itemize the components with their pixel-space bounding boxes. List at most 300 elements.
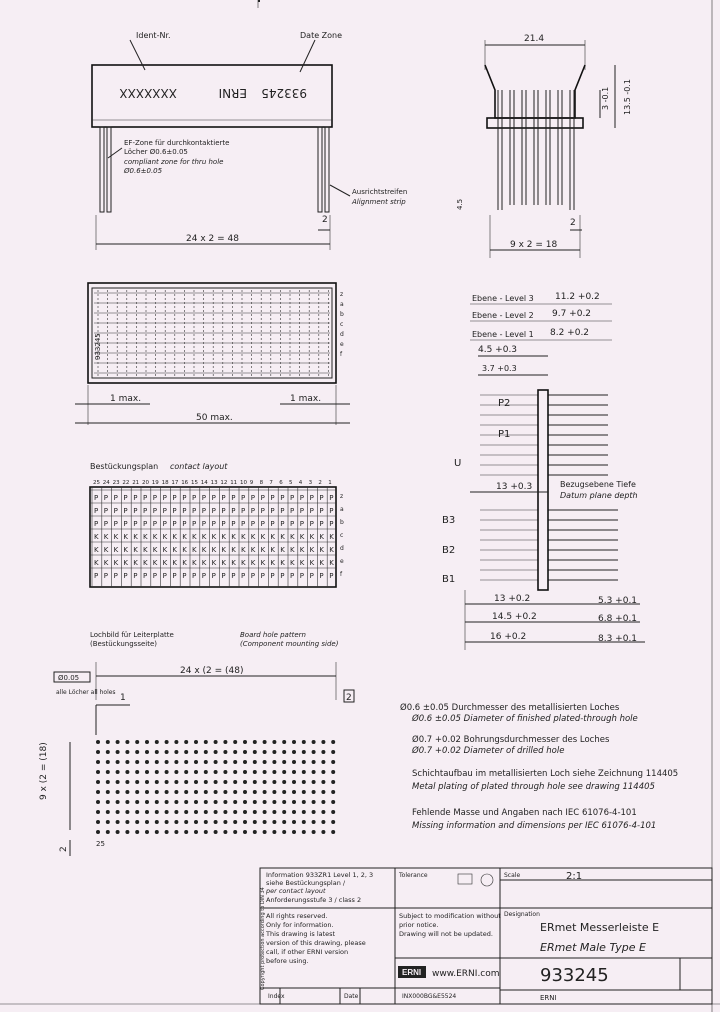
layout-cell: K bbox=[299, 546, 305, 554]
board-hole bbox=[106, 750, 110, 754]
board-hole bbox=[292, 800, 296, 804]
layout-column-label: 19 bbox=[151, 480, 159, 486]
board-hole bbox=[125, 830, 129, 834]
layout-column-label: 3 bbox=[308, 480, 313, 486]
board-hole bbox=[282, 820, 286, 824]
layout-column-label: 8 bbox=[259, 480, 264, 486]
note-2-de: Ø0.7 +0.02 Bohrungsdurchmesser des Loches bbox=[412, 735, 610, 745]
hole-title-en: Board hole pattern bbox=[240, 631, 306, 639]
layout-cell: P bbox=[113, 507, 118, 515]
board-hole bbox=[233, 810, 237, 814]
board-hole bbox=[165, 740, 169, 744]
dim-l3: 11.2 +0.2 bbox=[555, 292, 600, 302]
dim-height: 13.5 -0.1 bbox=[623, 79, 632, 115]
board-hole bbox=[194, 800, 198, 804]
board-hole bbox=[106, 810, 110, 814]
ef-zone-de: EF-Zone für durchkontaktierte bbox=[124, 139, 230, 147]
board-hole bbox=[272, 780, 276, 784]
side-level-view bbox=[442, 292, 645, 650]
board-hole bbox=[253, 790, 257, 794]
board-hole bbox=[233, 760, 237, 764]
board-hole bbox=[96, 800, 100, 804]
board-hole bbox=[204, 790, 208, 794]
board-hole bbox=[135, 740, 139, 744]
board-hole bbox=[106, 760, 110, 764]
board-hole bbox=[165, 820, 169, 824]
layout-cell: K bbox=[260, 559, 266, 567]
board-hole bbox=[184, 750, 188, 754]
board-hole bbox=[282, 750, 286, 754]
board-hole bbox=[243, 800, 247, 804]
note-1-de: Ø0.6 ±0.05 Durchmesser des metallisierten Loches bbox=[400, 703, 620, 713]
board-hole bbox=[165, 750, 169, 754]
board-hole bbox=[165, 800, 169, 804]
dim-16: 16 +0.2 bbox=[490, 632, 527, 642]
board-hole bbox=[155, 800, 159, 804]
layout-cell: P bbox=[103, 494, 109, 502]
board-hole bbox=[135, 810, 139, 814]
board-hole bbox=[321, 770, 325, 774]
board-hole bbox=[194, 750, 198, 754]
board-hole bbox=[214, 780, 218, 784]
note-4-en: Missing information and dimensions per IEC 61076-4-101 bbox=[412, 821, 657, 831]
layout-row-label: a bbox=[340, 506, 344, 513]
board-hole bbox=[331, 800, 335, 804]
board-hole bbox=[282, 740, 286, 744]
board-hole bbox=[106, 830, 110, 834]
board-hole bbox=[116, 760, 120, 764]
board-hole bbox=[223, 810, 227, 814]
board-hole bbox=[233, 830, 237, 834]
layout-cell: P bbox=[113, 494, 118, 502]
layout-cell: P bbox=[250, 494, 256, 502]
brand-marking: ERNI bbox=[218, 86, 247, 100]
layout-cell: K bbox=[329, 546, 334, 554]
layout-cell: P bbox=[241, 507, 246, 515]
layout-cell: P bbox=[201, 520, 207, 528]
contact-layout-title-en: contact layout bbox=[170, 462, 228, 471]
board-hole bbox=[194, 760, 198, 764]
board-hole bbox=[155, 760, 159, 764]
layout-cell: K bbox=[192, 533, 197, 541]
label-p2: P2 bbox=[498, 398, 511, 409]
board-hole bbox=[165, 830, 169, 834]
layout-cell: P bbox=[143, 520, 148, 528]
board-hole bbox=[155, 770, 159, 774]
layout-cell: P bbox=[270, 572, 275, 580]
layout-cell: P bbox=[280, 507, 285, 515]
dim-width: 21.4 bbox=[524, 34, 545, 44]
board-hole bbox=[204, 740, 208, 744]
board-hole bbox=[145, 740, 149, 744]
board-hole bbox=[312, 790, 316, 794]
layout-cell: P bbox=[211, 507, 216, 515]
layout-cell: P bbox=[329, 572, 334, 580]
board-hole bbox=[155, 830, 159, 834]
board-hole bbox=[155, 780, 159, 784]
board-hole bbox=[302, 830, 306, 834]
board-hole bbox=[204, 830, 208, 834]
board-hole bbox=[253, 830, 257, 834]
board-hole bbox=[194, 790, 198, 794]
board-hole bbox=[116, 740, 120, 744]
layout-cell: K bbox=[113, 533, 119, 541]
board-hole bbox=[145, 770, 149, 774]
hole-tolerance: Ø0.05 bbox=[58, 674, 80, 682]
board-hole bbox=[302, 750, 306, 754]
board-hole bbox=[292, 750, 296, 754]
layout-cell: P bbox=[250, 572, 256, 580]
layout-cell: P bbox=[172, 520, 177, 528]
layout-cell: K bbox=[250, 559, 256, 567]
layout-cell: K bbox=[182, 546, 187, 554]
board-hole bbox=[145, 830, 149, 834]
board-hole bbox=[282, 830, 286, 834]
layout-cell: P bbox=[270, 507, 275, 515]
layout-row-label: f bbox=[340, 571, 343, 578]
layout-column-label: 2 bbox=[318, 480, 322, 486]
hole-dim-rows: 9 x (2 = (18) bbox=[39, 742, 49, 800]
board-hole bbox=[263, 790, 267, 794]
layout-cell: P bbox=[309, 520, 314, 528]
layout-column-label: 13 bbox=[210, 480, 218, 486]
board-hole bbox=[302, 800, 306, 804]
layout-cell: K bbox=[162, 559, 168, 567]
board-hole bbox=[233, 820, 237, 824]
board-hole bbox=[135, 780, 139, 784]
board-hole bbox=[331, 780, 335, 784]
layout-cell: P bbox=[290, 507, 295, 515]
layout-cell: K bbox=[143, 533, 148, 541]
hole-grid bbox=[96, 740, 335, 834]
board-hole bbox=[272, 750, 276, 754]
board-hole bbox=[174, 830, 178, 834]
layout-cell: P bbox=[260, 494, 265, 502]
board-hole bbox=[302, 790, 306, 794]
layout-cell: P bbox=[290, 572, 295, 580]
board-hole bbox=[204, 760, 208, 764]
board-hole bbox=[155, 790, 159, 794]
layout-column-label: 21 bbox=[132, 480, 140, 486]
website: www.ERNI.com bbox=[432, 969, 500, 979]
dim-rows: 9 x 2 = 18 bbox=[510, 240, 558, 250]
board-hole bbox=[272, 810, 276, 814]
layout-column-label: 24 bbox=[102, 480, 110, 486]
layout-cell: K bbox=[290, 546, 295, 554]
layout-cell: K bbox=[103, 559, 109, 567]
layout-cell: K bbox=[270, 533, 275, 541]
layout-column-label: 18 bbox=[161, 480, 169, 486]
label-b3: B3 bbox=[442, 515, 456, 526]
board-hole bbox=[214, 820, 218, 824]
layout-cell: P bbox=[152, 572, 158, 580]
layout-column-label: 14 bbox=[200, 480, 208, 486]
top-right-view bbox=[456, 34, 632, 258]
layout-cell: P bbox=[143, 507, 148, 515]
layout-column-label: 10 bbox=[240, 480, 247, 486]
board-hole bbox=[125, 810, 129, 814]
board-hole bbox=[302, 820, 306, 824]
dim-2-left: 2 bbox=[322, 215, 328, 225]
layout-cell: P bbox=[152, 507, 158, 515]
layout-cell: P bbox=[201, 507, 207, 515]
board-hole bbox=[321, 760, 325, 764]
board-hole bbox=[312, 750, 316, 754]
board-hole bbox=[155, 810, 159, 814]
board-hole bbox=[184, 780, 188, 784]
layout-cell: K bbox=[270, 546, 275, 554]
board-hole bbox=[263, 740, 267, 744]
layout-cell: K bbox=[123, 546, 128, 554]
dim-50max: 50 max. bbox=[196, 413, 233, 423]
layout-cell: P bbox=[133, 520, 138, 528]
board-hole bbox=[253, 810, 257, 814]
board-hole bbox=[282, 800, 286, 804]
board-hole bbox=[174, 800, 178, 804]
board-hole bbox=[214, 760, 218, 764]
layout-cell: P bbox=[221, 507, 226, 515]
board-hole bbox=[223, 740, 227, 744]
layout-cell: K bbox=[231, 533, 236, 541]
board-hole bbox=[331, 830, 335, 834]
layout-cell: P bbox=[319, 520, 324, 528]
board-hole bbox=[174, 760, 178, 764]
layout-cell: K bbox=[299, 559, 305, 567]
dim-2-right: 2 bbox=[570, 218, 576, 228]
sheet: ERNI bbox=[540, 994, 557, 1002]
layout-cell: K bbox=[241, 546, 246, 554]
layout-cell: K bbox=[123, 533, 128, 541]
board-hole bbox=[214, 750, 218, 754]
part-marking: 933245 bbox=[261, 86, 307, 100]
board-hole bbox=[272, 830, 276, 834]
board-hole bbox=[263, 760, 267, 764]
layout-cell: P bbox=[280, 494, 285, 502]
layout-cell: P bbox=[329, 494, 334, 502]
layout-cell: P bbox=[182, 572, 187, 580]
board-hole bbox=[243, 820, 247, 824]
layout-cell: P bbox=[182, 520, 187, 528]
board-hole bbox=[125, 760, 129, 764]
board-hole bbox=[125, 780, 129, 784]
note-2-en: Ø0.7 +0.02 Diameter of drilled hole bbox=[412, 746, 565, 756]
board-hole bbox=[223, 780, 227, 784]
layout-cell: P bbox=[162, 494, 167, 502]
designation-en: ERmet Male Type E bbox=[540, 941, 646, 954]
layout-cell: P bbox=[280, 520, 285, 528]
board-hole bbox=[331, 790, 335, 794]
layout-cell: P bbox=[250, 507, 256, 515]
board-hole bbox=[243, 790, 247, 794]
layout-cell: K bbox=[211, 533, 217, 541]
board-hole bbox=[214, 830, 218, 834]
layout-cell: K bbox=[221, 533, 226, 541]
layout-cell: K bbox=[290, 533, 295, 541]
layout-cell: K bbox=[319, 546, 324, 554]
board-hole bbox=[96, 790, 100, 794]
layout-cell: K bbox=[329, 533, 334, 541]
board-hole bbox=[302, 740, 306, 744]
layout-cell: K bbox=[143, 559, 148, 567]
board-hole bbox=[184, 740, 188, 744]
rights5: call, if other ERNI version bbox=[266, 948, 349, 956]
board-hole bbox=[174, 790, 178, 794]
layout-cell: P bbox=[143, 494, 148, 502]
layout-cell: P bbox=[133, 572, 138, 580]
hole-note: alle Löcher all holes bbox=[56, 689, 116, 696]
layout-cell: K bbox=[113, 546, 119, 554]
layout-cell: P bbox=[260, 507, 265, 515]
erni-logo: ERNI bbox=[402, 968, 422, 977]
board-hole bbox=[292, 790, 296, 794]
board-hole bbox=[302, 810, 306, 814]
board-hole bbox=[165, 790, 169, 794]
layout-cell: P bbox=[201, 494, 207, 502]
pins-right bbox=[498, 90, 574, 210]
doc-code: INX000BG&E5524 bbox=[402, 993, 457, 1000]
board-hole bbox=[106, 770, 110, 774]
dim-68: 6.8 +0.1 bbox=[598, 614, 638, 624]
board-hole bbox=[233, 800, 237, 804]
layout-cell: P bbox=[309, 572, 314, 580]
board-hole bbox=[96, 780, 100, 784]
board-hole bbox=[194, 740, 198, 744]
contact-layout-grid bbox=[90, 480, 344, 587]
board-hole bbox=[135, 820, 139, 824]
label-p1: P1 bbox=[498, 429, 511, 440]
layout-cell: P bbox=[231, 494, 236, 502]
level3: Ebene - Level 3 bbox=[472, 294, 534, 303]
layout-column-label: 22 bbox=[122, 480, 130, 486]
board-hole bbox=[135, 750, 139, 754]
layout-cell: K bbox=[309, 533, 315, 541]
rights1: All rights reserved. bbox=[266, 912, 328, 920]
board-hole bbox=[106, 820, 110, 824]
hole-title-de2: (Bestückungsseite) bbox=[90, 640, 157, 648]
layout-cell: K bbox=[192, 546, 197, 554]
board-hole bbox=[214, 810, 218, 814]
datum-1: 1 bbox=[120, 693, 126, 703]
layout-cell: K bbox=[133, 559, 138, 567]
board-hole bbox=[321, 800, 325, 804]
level2: Ebene - Level 2 bbox=[472, 311, 534, 320]
board-hole bbox=[145, 780, 149, 784]
layout-column-label: 9 bbox=[249, 480, 254, 486]
board-hole bbox=[184, 800, 188, 804]
layout-cell: P bbox=[172, 494, 177, 502]
dim-l1: 8.2 +0.2 bbox=[550, 328, 590, 338]
layout-cell: P bbox=[172, 507, 177, 515]
board-hole bbox=[116, 810, 120, 814]
layout-row-label: b bbox=[340, 519, 344, 526]
layout-row-label: d bbox=[340, 545, 344, 552]
board-hole bbox=[253, 780, 257, 784]
board-hole bbox=[282, 760, 286, 764]
layout-column-label: 25 bbox=[93, 480, 100, 486]
layout-cell: K bbox=[182, 559, 187, 567]
board-hole bbox=[106, 740, 110, 744]
board-hole bbox=[233, 750, 237, 754]
board-hole bbox=[312, 810, 316, 814]
date-marking: XXXXXXX bbox=[119, 86, 177, 100]
board-hole bbox=[155, 750, 159, 754]
tolerance-label: Tolerance bbox=[399, 872, 428, 879]
layout-cell: P bbox=[123, 507, 128, 515]
board-hole bbox=[194, 830, 198, 834]
board-hole bbox=[204, 780, 208, 784]
dim-53: 5.3 +0.1 bbox=[598, 596, 638, 606]
board-hole bbox=[174, 780, 178, 784]
layout-cell: K bbox=[241, 533, 246, 541]
label-u: U bbox=[454, 458, 462, 469]
layout-row-label: c bbox=[340, 532, 344, 539]
layout-cell: K bbox=[231, 559, 236, 567]
board-hole bbox=[194, 780, 198, 784]
board-hole bbox=[223, 750, 227, 754]
board-hole bbox=[253, 770, 257, 774]
layout-column-label: 17 bbox=[171, 480, 179, 486]
note-3-de: Schichtaufbau im metallisierten Loch siehe Zeichnung 114405 bbox=[412, 769, 679, 779]
layout-cell: P bbox=[94, 572, 99, 580]
board-hole bbox=[263, 820, 267, 824]
board-hole bbox=[302, 770, 306, 774]
layout-cell: P bbox=[192, 507, 197, 515]
note-1-en: Ø0.6 ±0.05 Diameter of finished plated-through hole bbox=[412, 714, 638, 724]
layout-cell: P bbox=[94, 494, 99, 502]
board-hole bbox=[233, 790, 237, 794]
layout-cell: P bbox=[231, 520, 236, 528]
board-hole bbox=[125, 740, 129, 744]
layout-cell: P bbox=[162, 507, 167, 515]
board-hole bbox=[174, 810, 178, 814]
label-b1: B1 bbox=[442, 574, 456, 585]
board-hole bbox=[223, 790, 227, 794]
dim-1max-right: 1 max. bbox=[290, 394, 322, 404]
board-hole bbox=[135, 790, 139, 794]
layout-cell: P bbox=[103, 572, 109, 580]
layout-cell: P bbox=[290, 520, 295, 528]
rights2: Only for information. bbox=[266, 921, 334, 929]
layout-cell: K bbox=[280, 533, 285, 541]
side-note: Copyright protection according to DIN 34 bbox=[260, 887, 266, 990]
ident-label: Ident-Nr. bbox=[136, 31, 171, 40]
layout-cell: K bbox=[133, 546, 138, 554]
dim-pitch: 24 x 2 = 48 bbox=[186, 234, 239, 244]
board-hole bbox=[321, 740, 325, 744]
layout-cell: P bbox=[152, 494, 158, 502]
layout-row-label: z bbox=[340, 493, 344, 500]
layout-cell: P bbox=[221, 520, 226, 528]
layout-cell: K bbox=[211, 559, 217, 567]
board-hole bbox=[165, 810, 169, 814]
board-hole bbox=[243, 740, 247, 744]
level1: Ebene - Level 1 bbox=[472, 330, 534, 339]
layout-cell: K bbox=[329, 559, 334, 567]
board-hole bbox=[223, 820, 227, 824]
ef-zone-de2: Löcher Ø0.6±0.05 bbox=[124, 148, 188, 156]
layout-cell: P bbox=[201, 572, 207, 580]
layout-cell: K bbox=[319, 559, 324, 567]
label-b2: B2 bbox=[442, 545, 456, 556]
board-hole bbox=[321, 810, 325, 814]
board-hole bbox=[194, 770, 198, 774]
board-hole bbox=[302, 780, 306, 784]
hole-dim-pitch: 24 x (2 = (48) bbox=[180, 666, 244, 676]
board-hole bbox=[174, 750, 178, 754]
layout-column-label: 1 bbox=[328, 480, 332, 486]
board-hole bbox=[233, 740, 237, 744]
board-hole bbox=[116, 830, 120, 834]
